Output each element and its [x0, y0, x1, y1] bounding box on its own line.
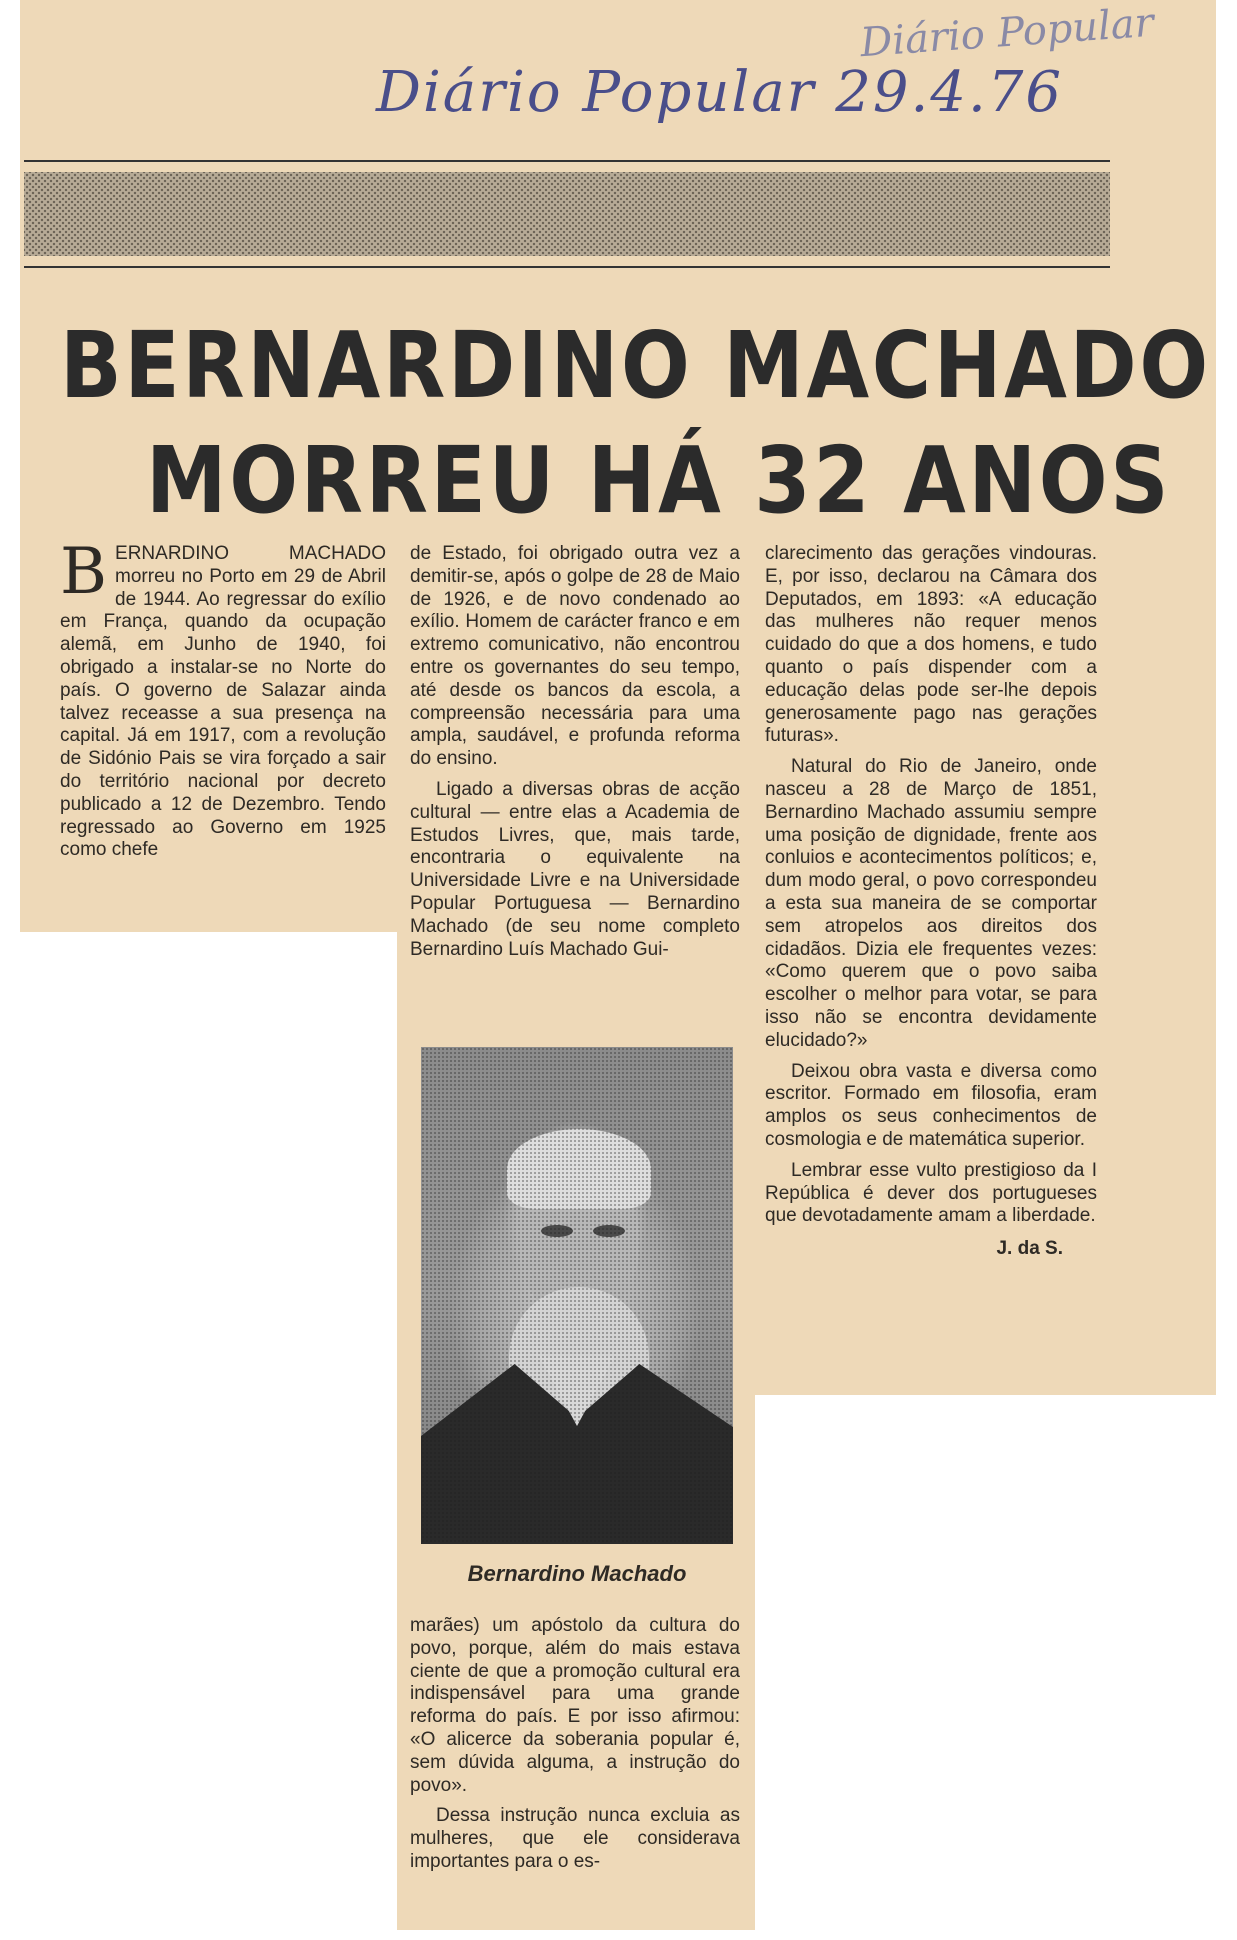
handwritten-corner-note: Diário Popular [858, 0, 1156, 67]
article-column-2 [410, 543, 740, 961]
article-column-3 [765, 543, 1097, 1261]
article-column-2-continued [410, 1615, 740, 1874]
headline-line-2: MORREU HÁ 32 ANOS [146, 427, 1172, 534]
author-signature: J. da S. [996, 1238, 1063, 1260]
column-2-paragraph-1: de Estado, foi obrigado outra vez a demitir-se, após o golpe de 28 de Maio de 1926, e de novo condenado ao exílio. Homem de carácter franco e em extremo comunicativo, não encontrou entre os governantes do seu tempo, até desde os bancos da escola, a compreensão necessária para uma ampla, saudável, e profunda reforma do ensino. [410, 543, 740, 770]
article-column-1 [60, 535, 386, 862]
column-3-paragraph-3: Deixou obra vasta e diversa como escritor. Formado em filosofia, eram amplos os seus conhecimentos de cosmologia e de matemática superior. [765, 1060, 1097, 1150]
headline-line-1: BERNARDINO MACHADO [60, 312, 1211, 419]
photo-halftone-screen [421, 1047, 733, 1544]
column-3-paragraph-1: clarecimento das gerações vindouras. E, por isso, declarou na Câmara dos Deputados, em 1893: «A educação das mulheres não requer menos cuidado do que a dos homens, e tudo quanto o país dispender com a educação delas pode ser-lhe depois generosamente pago nas gerações futuras». [765, 543, 1097, 747]
portrait-photo [421, 1047, 733, 1544]
column-2-paragraph-3: marães) um apóstolo da cultura do povo, porque, além do mais estava ciente de que a promoção cultural era indispensável para uma grande reforma do país. E por isso afirmou: «O alicerce da soberania popular é, sem dúvida alguma, a instrução do povo». [410, 1615, 740, 1796]
bottom-rule [24, 266, 1110, 268]
drop-cap: B [60, 535, 108, 609]
halftone-band [24, 172, 1110, 256]
column-2-paragraph-4: Dessa instrução nunca excluia as mulheres, que ele considerava importantes para o es- [410, 1805, 740, 1872]
column-1-paragraph: ERNARDINO MACHADO morreu no Porto em 29 de Abril de 1944. Ao regressar do exílio em França, quando da ocupação alemã, em Junho de 1940, foi obrigado a instalar-se no Norte do país. O governo de Salazar ainda talvez receasse a sua presença na capital. Já em 1917, com a revolução de Sidónio Pais se vira forçado a sair do território nacional por decreto publicado a 12 de Dezembro. Tendo regressado ao Governo em 1925 como chefe [60, 543, 386, 861]
handwritten-source-date: Diário Popular 29.4.76 [376, 60, 1064, 125]
cut-away-area [20, 932, 397, 1940]
column-3-paragraph-2: Natural do Rio de Janeiro, onde nasceu a 28 de Março de 1851, Bernardino Machado assumiu sempre uma posição de dignidade, frente aos conluios e acontecimentos políticos; e, dum modo geral, o povo correspondeu a esta sua maneira de se comportar sem atropelos aos direitos dos cidadãos. Dizia ele frequentes vezes: «Como querem que o povo saiba escolher o melhor para votar, se para isso não se encontra devidamente elucidado?» [765, 756, 1097, 1051]
photo-caption: Bernardino Machado [467, 1561, 687, 1586]
column-2-paragraph-2: Ligado a diversas obras de acção cultural — entre elas a Academia de Estudos Livres, que, mais tarde, encontraria o equivalente na Universidade Livre e na Universidade Popular Portuguesa — Bernardino Machado (de seu nome completo Bernardino Luís Machado Gui- [410, 778, 740, 960]
top-rule [24, 160, 1110, 162]
column-3-paragraph-4: Lembrar esse vulto prestigioso da I República é dever dos portugueses que devotadamente amam a liberdade. [765, 1159, 1097, 1227]
